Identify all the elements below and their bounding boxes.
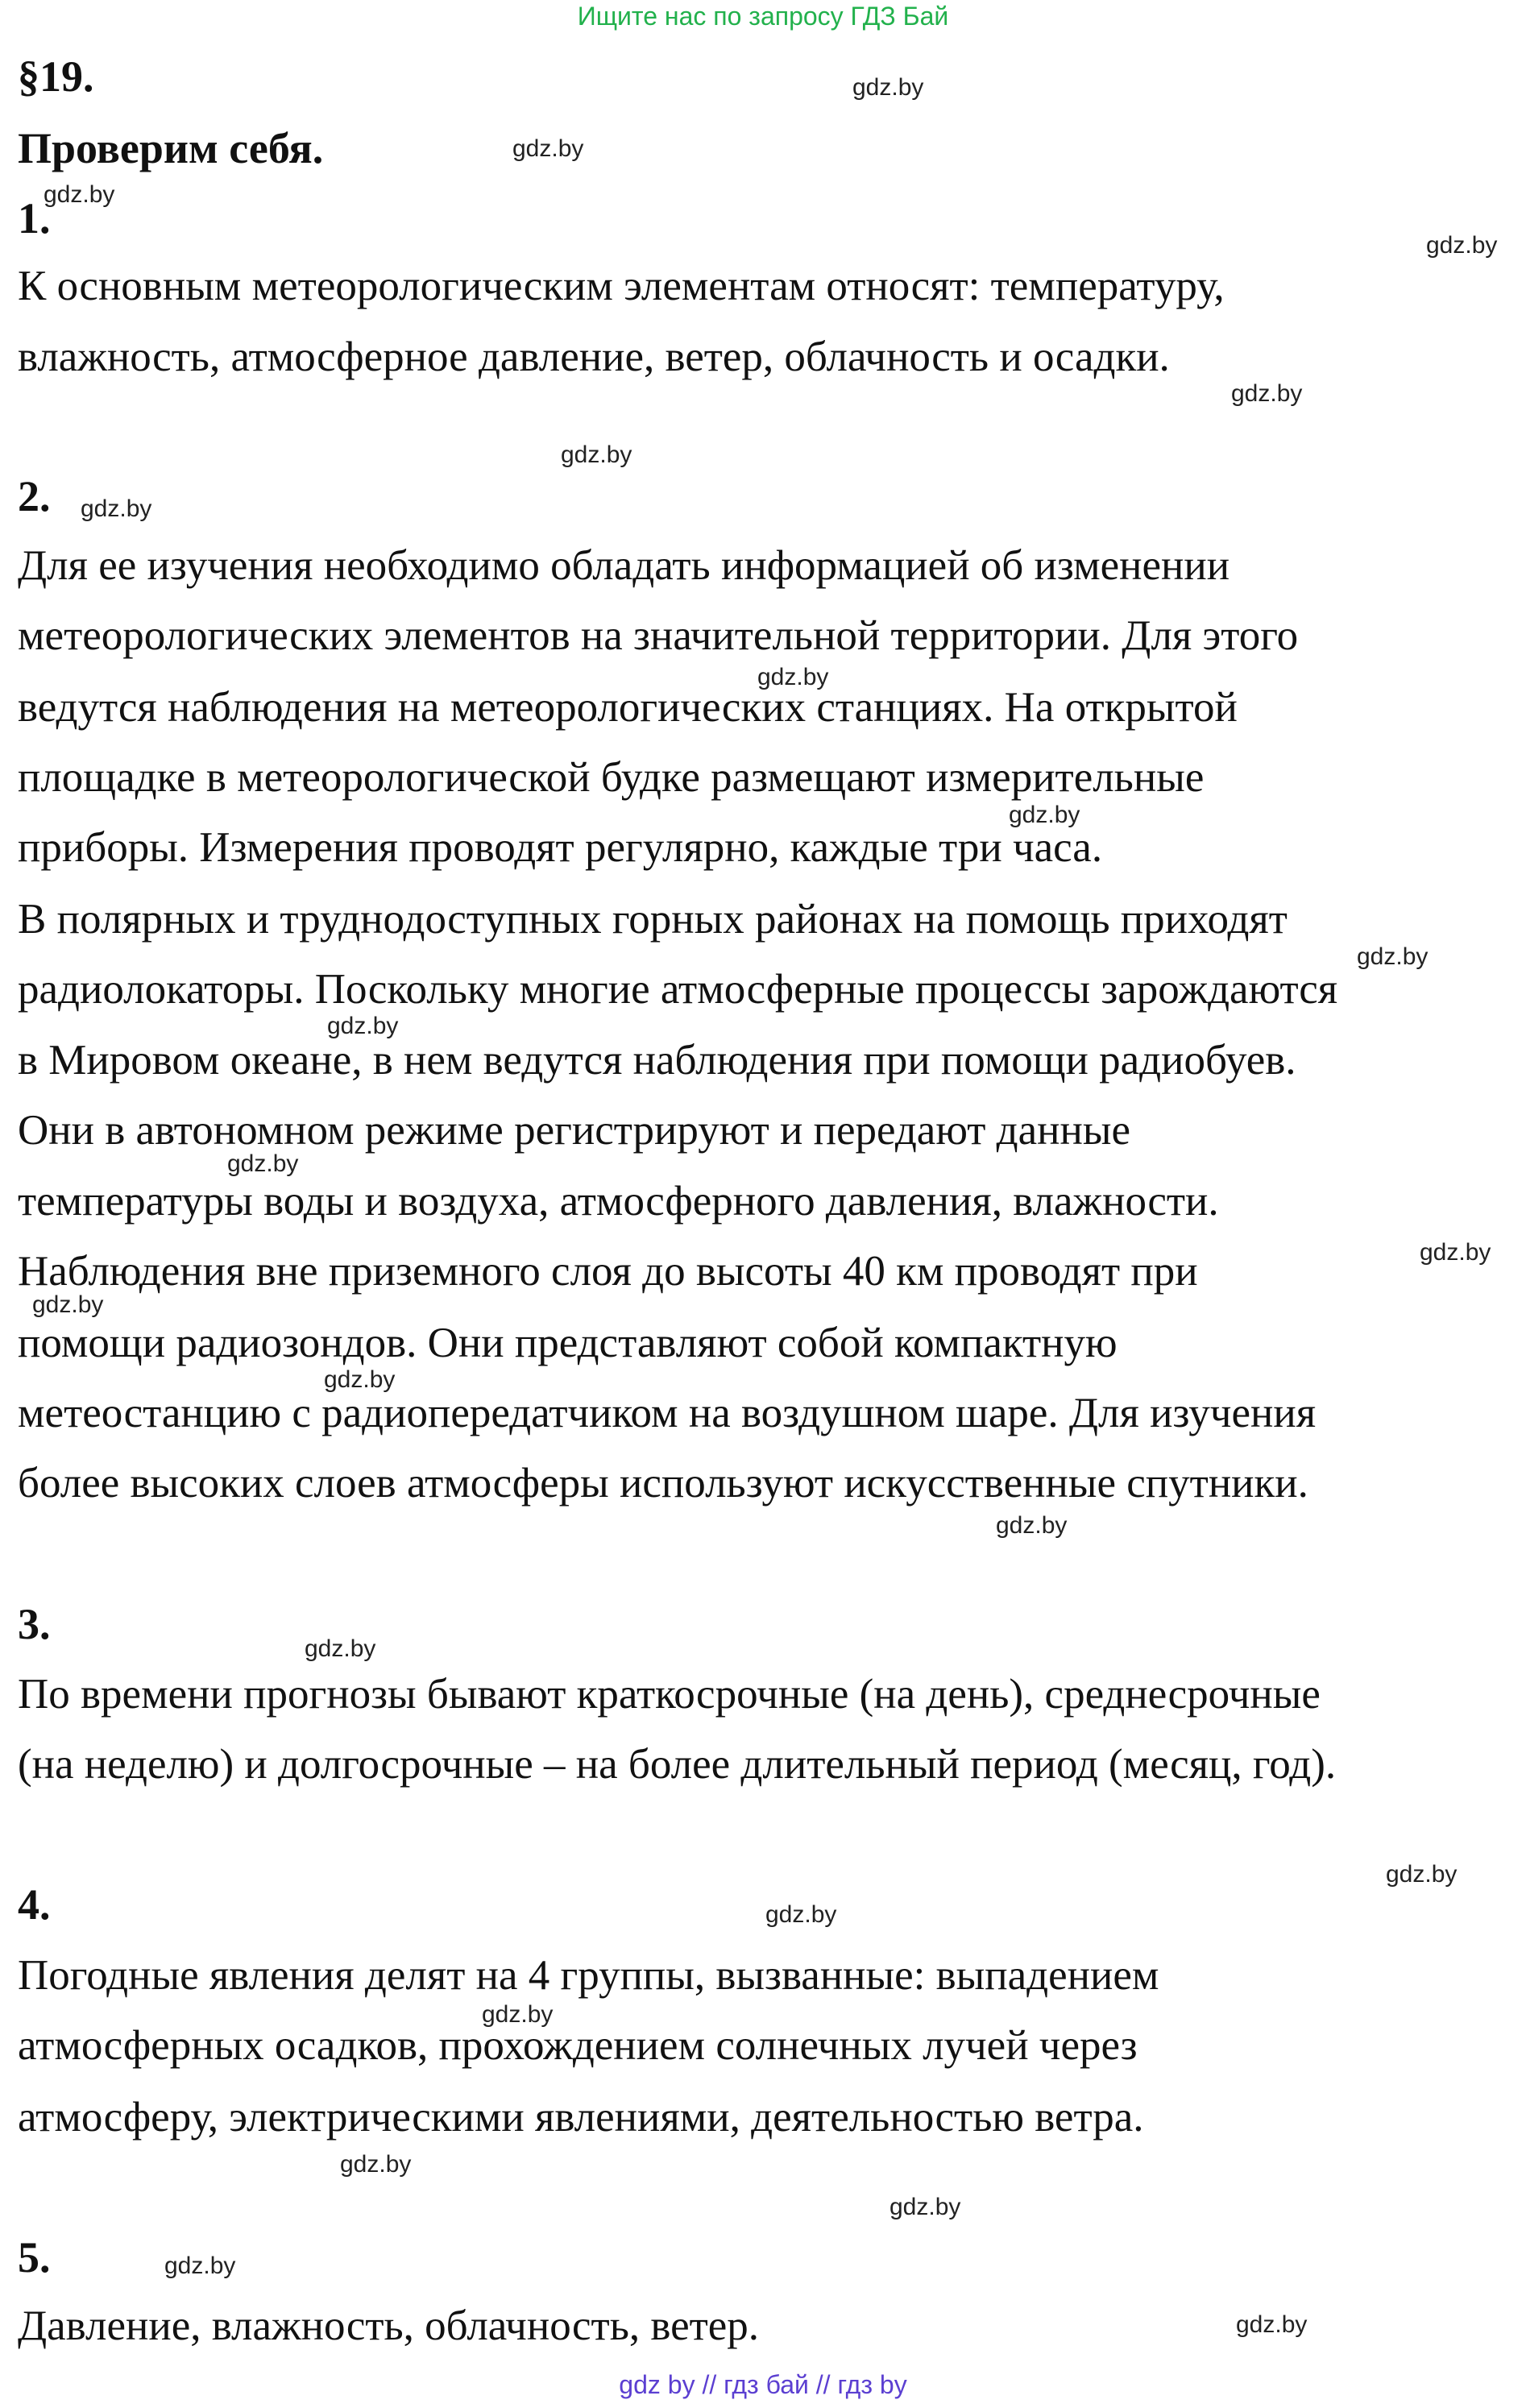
question-4-line: атмосферных осадков, прохождением солнечных лучей через — [18, 2022, 1138, 2069]
question-3-number: 3. — [18, 1600, 51, 1648]
watermark: gdz.by — [305, 1635, 376, 1662]
watermark: gdz.by — [1357, 943, 1429, 970]
question-4-number: 4. — [18, 1880, 51, 1929]
watermark: gdz.by — [327, 1013, 399, 1039]
question-2-line: радиолокаторы. Поскольку многие атмосферные процессы зарождаются — [18, 966, 1338, 1013]
bottom-banner[interactable]: gdz by // гдз бай // гдз by — [619, 2370, 907, 2399]
watermark: gdz.by — [1231, 380, 1303, 407]
question-1-line: влажность, атмосферное давление, ветер, облачность и осадки. — [18, 334, 1170, 380]
question-1-number: 1. — [18, 194, 51, 242]
watermark: gdz.by — [44, 181, 115, 208]
section-title: §19. — [18, 52, 94, 101]
watermark: gdz.by — [561, 441, 632, 468]
watermark: gdz.by — [889, 2194, 961, 2220]
watermark: gdz.by — [32, 1291, 104, 1318]
question-2-line: помощи радиозондов. Они представляют собой компактную — [18, 1320, 1118, 1366]
watermark: gdz.by — [324, 1366, 396, 1393]
watermark: gdz.by — [340, 2151, 412, 2178]
question-1-line: К основным метеорологическим элементам относят: температуру, — [18, 263, 1225, 309]
question-4-line: атмосферу, электрическими явлениями, деятельностью ветра. — [18, 2094, 1144, 2141]
question-2-line: площадке в метеорологической будке размещают измерительные — [18, 754, 1205, 801]
watermark: gdz.by — [227, 1150, 299, 1177]
watermark: gdz.by — [852, 74, 924, 101]
watermark: gdz.by — [482, 2001, 554, 2028]
question-2-line: метеорологических элементов на значительной территории. Для этого — [18, 612, 1299, 659]
question-4-line: Погодные явления делят на 4 группы, вызванные: выпадением — [18, 1952, 1159, 1999]
watermark: gdz.by — [81, 495, 152, 522]
watermark: gdz.by — [996, 1512, 1068, 1539]
watermark: gdz.by — [1236, 2311, 1308, 2338]
question-2-line: температуры воды и воздуха, атмосферного давления, влажности. — [18, 1178, 1219, 1225]
question-2-line: Для ее изучения необходимо обладать информацией об изменении — [18, 542, 1230, 589]
watermark: gdz.by — [1426, 232, 1498, 259]
question-5-number: 5. — [18, 2233, 51, 2282]
watermark: gdz.by — [1386, 1861, 1458, 1888]
top-banner[interactable]: Ищите нас по запросу ГДЗ Бай — [577, 2, 949, 31]
question-2-line: приборы. Измерения проводят регулярно, каждые три часа. — [18, 824, 1103, 871]
watermark: gdz.by — [1420, 1239, 1491, 1266]
question-2-line: ведутся наблюдения на метеорологических станциях. На открытой — [18, 684, 1238, 731]
watermark: gdz.by — [512, 135, 584, 162]
watermark: gdz.by — [765, 1901, 837, 1928]
question-5-line: Давление, влажность, облачность, ветер. — [18, 2302, 760, 2349]
watermark: gdz.by — [164, 2253, 236, 2279]
watermark: gdz.by — [1009, 802, 1080, 828]
subtitle: Проверим себя. — [18, 124, 324, 172]
question-3-line: По времени прогнозы бывают краткосрочные (на день), среднесрочные — [18, 1671, 1321, 1718]
question-2-line: метеостанцию с радиопередатчиком на воздушном шаре. Для изучения — [18, 1390, 1317, 1436]
question-2-number: 2. — [18, 472, 51, 520]
watermark: gdz.by — [757, 664, 829, 690]
question-2-line: Они в автономном режиме регистрируют и передают данные — [18, 1107, 1130, 1154]
question-2-line: Наблюдения вне приземного слоя до высоты 40 км проводят при — [18, 1248, 1198, 1295]
question-2-line: более высоких слоев атмосферы используют искусственные спутники. — [18, 1460, 1308, 1507]
question-3-line: (на неделю) и долгосрочные – на более длительный период (месяц, год). — [18, 1741, 1337, 1788]
question-2-line: В полярных и труднодоступных горных районах на помощь приходят — [18, 896, 1288, 943]
question-2-line: в Мировом океане, в нем ведутся наблюдения при помощи радиобуев. — [18, 1037, 1296, 1084]
